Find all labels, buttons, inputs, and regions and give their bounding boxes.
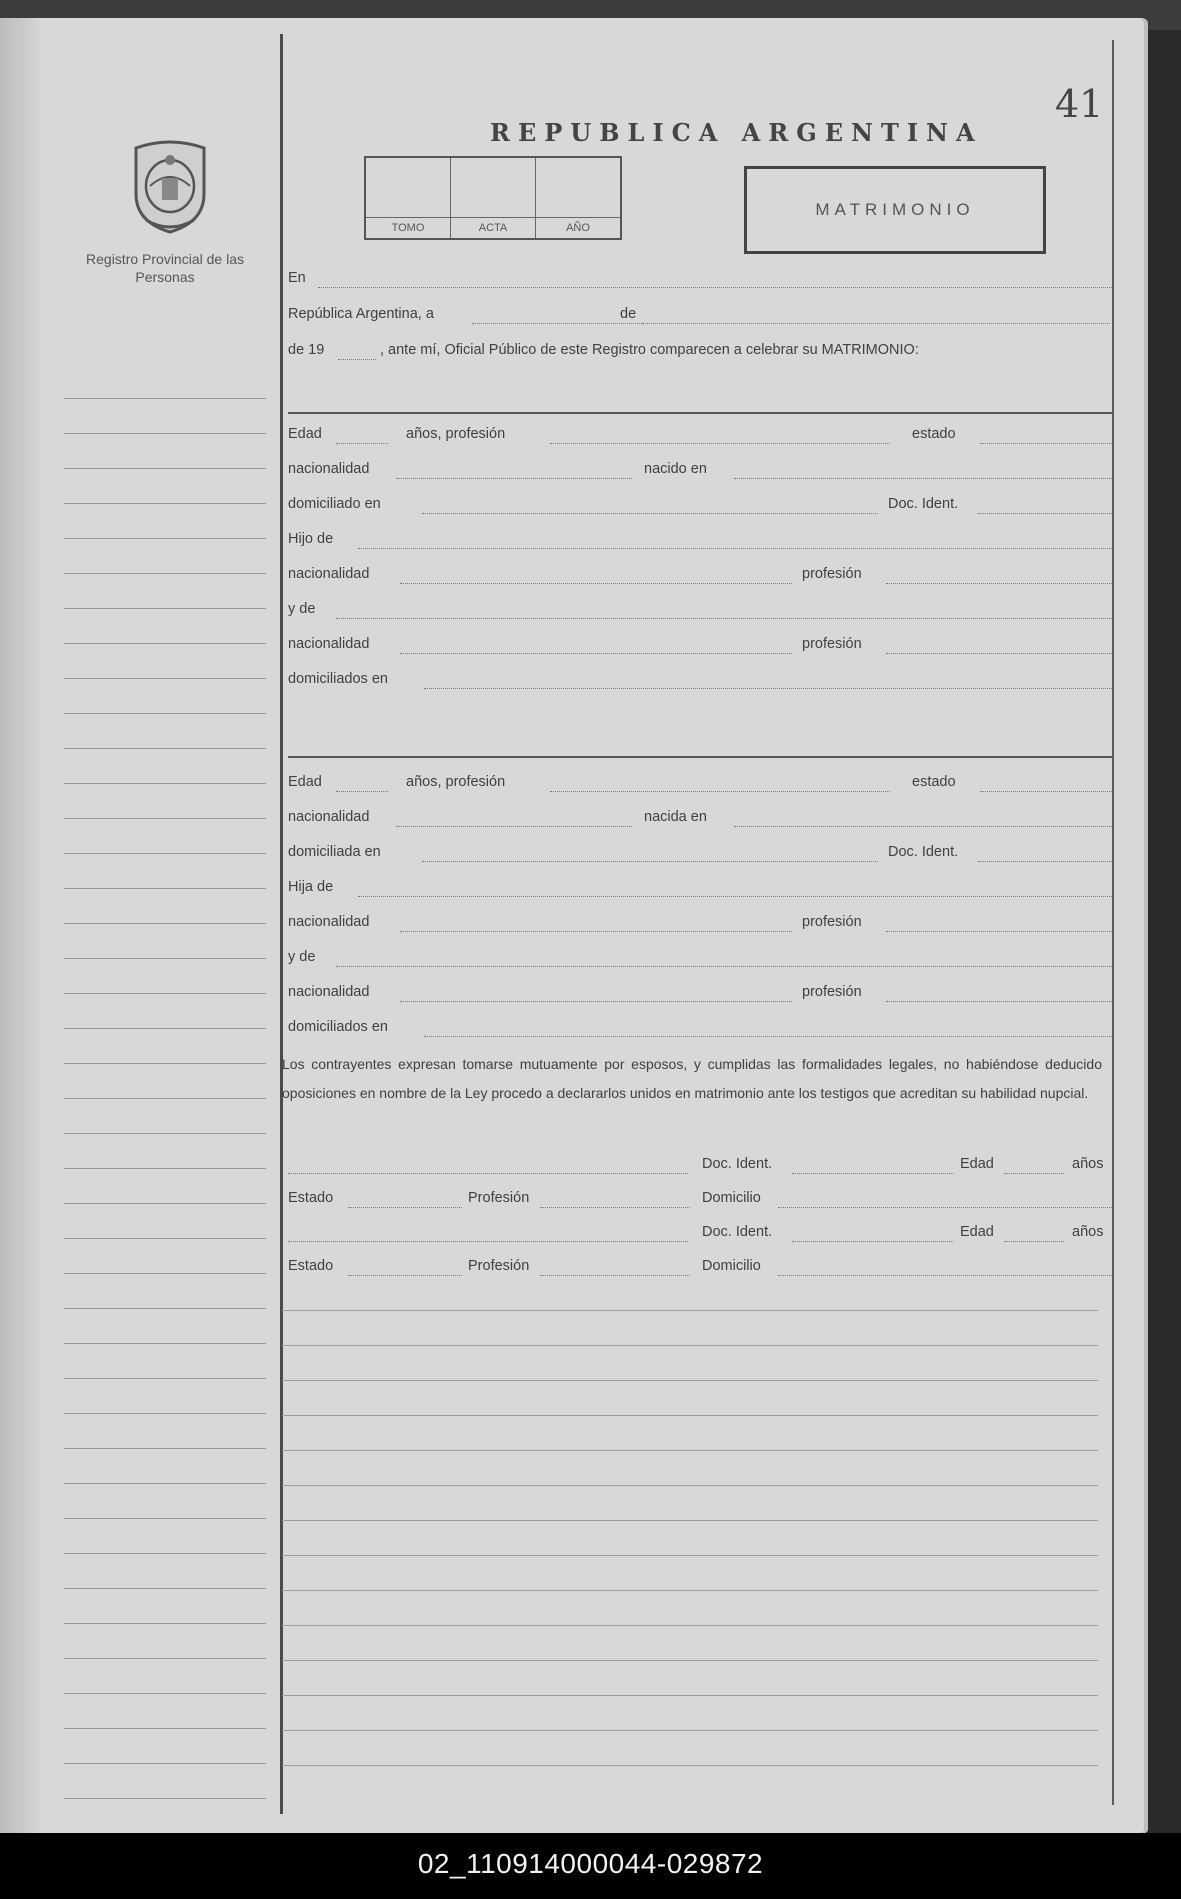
nacionalidad-label: nacionalidad	[288, 809, 370, 825]
tomo-cell[interactable]	[366, 158, 451, 238]
profesion-label: Profesión	[468, 1258, 530, 1274]
note-line[interactable]	[282, 1345, 1098, 1346]
bride-3-row	[288, 879, 1112, 901]
sidebar-line	[64, 1553, 266, 1554]
anio-cell[interactable]	[536, 158, 620, 238]
place-field[interactable]	[318, 287, 1112, 288]
anio-label: AÑO	[536, 217, 620, 238]
mother-field[interactable]	[336, 966, 1112, 967]
witness-domicile-field[interactable]	[778, 1207, 1112, 1208]
nationality-field[interactable]	[396, 826, 632, 827]
note-line[interactable]	[282, 1415, 1098, 1416]
sidebar-line	[64, 1413, 266, 1414]
note-line[interactable]	[282, 1695, 1098, 1696]
bride-7-row	[288, 1019, 1112, 1041]
domicile-label: domiciliado en	[288, 496, 381, 512]
groom-4-row	[288, 566, 1112, 588]
edad-label: Edad	[288, 774, 322, 790]
witness-0-b-row	[288, 1190, 1112, 1212]
sidebar-line	[64, 1518, 266, 1519]
sidebar-line	[64, 923, 266, 924]
bride-5-row	[288, 949, 1112, 971]
profesion-label: profesión	[802, 984, 862, 1000]
groom-3-row	[288, 531, 1112, 553]
parents-domicile-field[interactable]	[424, 688, 1112, 689]
estado-label: Estado	[288, 1190, 334, 1206]
birthplace-label: nacida en	[644, 809, 707, 825]
sidebar-line	[64, 1378, 266, 1379]
sidebar-line	[64, 958, 266, 959]
sidebar-line	[64, 1168, 266, 1169]
profession-field[interactable]	[550, 443, 890, 444]
y-de-label: y de	[288, 949, 316, 965]
edad-label: Edad	[960, 1156, 994, 1172]
sidebar-line	[64, 1028, 266, 1029]
sidebar-line	[64, 1343, 266, 1344]
acta-label: ACTA	[451, 217, 535, 238]
document-title: REPUBLICA ARGENTINA	[490, 118, 983, 147]
act-type-box: MATRIMONIO	[744, 166, 1046, 254]
profession-field[interactable]	[550, 791, 890, 792]
note-line[interactable]	[282, 1485, 1098, 1486]
anios-label: años	[1072, 1156, 1104, 1172]
note-line[interactable]	[282, 1450, 1098, 1451]
republica-label: República Argentina, a	[288, 306, 434, 322]
sidebar-line	[64, 1588, 266, 1589]
father-profession-field[interactable]	[886, 931, 1112, 932]
profesion-label: profesión	[802, 914, 862, 930]
note-line[interactable]	[282, 1765, 1098, 1766]
doc-ident-label: Doc. Ident.	[702, 1224, 773, 1240]
sidebar-line	[64, 1098, 266, 1099]
page-number: 41	[1055, 82, 1104, 126]
declaration-paragraph: Los contrayentes expresan tomarse mutuamente por esposos, y cumplidas las formalidades legales, no habiéndose deducido oposiciones en nombre de la Ley procedo a declararlos unidos en matrimonio ante los testigos que acreditan su habilidad nupcial.	[282, 1056, 1102, 1101]
note-line[interactable]	[282, 1660, 1098, 1661]
sidebar-line	[64, 1203, 266, 1204]
sidebar-line	[64, 1133, 266, 1134]
sidebar-line	[64, 678, 266, 679]
doc-ident-label: Doc. Ident.	[702, 1156, 773, 1172]
domicile-field[interactable]	[422, 513, 878, 514]
sidebar-line	[64, 713, 266, 714]
marital-status-field[interactable]	[980, 791, 1112, 792]
anios-profesion-label: años, profesión	[406, 426, 506, 442]
groom-1-row	[288, 461, 1112, 483]
sidebar-line	[64, 1063, 266, 1064]
intro-line-3	[288, 342, 1112, 364]
sidebar-divider	[280, 34, 283, 1814]
sidebar-line	[64, 783, 266, 784]
mother-nationality-field[interactable]	[400, 1001, 792, 1002]
sidebar-line	[64, 433, 266, 434]
bride-2-row	[288, 844, 1112, 866]
en-label: En	[288, 270, 306, 286]
year-field[interactable]	[338, 359, 376, 360]
doc-ident-label: Doc. Ident.	[888, 496, 959, 512]
y-de-label: y de	[288, 601, 316, 617]
parent-label: Hijo de	[288, 531, 334, 547]
sidebar-line	[64, 1483, 266, 1484]
witness-status-field[interactable]	[348, 1275, 462, 1276]
anios-profesion-label: años, profesión	[406, 774, 506, 790]
witness-doc-field[interactable]	[792, 1173, 954, 1174]
bride-0-row	[288, 774, 1112, 796]
groom-0-row	[288, 426, 1112, 448]
nacionalidad-label: nacionalidad	[288, 566, 370, 582]
sidebar-line	[64, 1763, 266, 1764]
marital-status-field[interactable]	[980, 443, 1112, 444]
mother-field[interactable]	[336, 618, 1112, 619]
note-line[interactable]	[282, 1590, 1098, 1591]
intro-line-2	[288, 306, 1112, 328]
father-nationality-field[interactable]	[400, 931, 792, 932]
domicile-field[interactable]	[422, 861, 878, 862]
section-separator	[288, 756, 1112, 758]
doc-ident-label: Doc. Ident.	[888, 844, 959, 860]
sidebar-line	[64, 398, 266, 399]
nacionalidad-label: nacionalidad	[288, 914, 370, 930]
mother-nationality-field[interactable]	[400, 653, 792, 654]
estado-label: estado	[912, 426, 956, 442]
note-line[interactable]	[282, 1310, 1098, 1311]
year-prefix-label: de 19	[288, 342, 325, 358]
mother-profession-field[interactable]	[886, 1001, 1112, 1002]
sidebar-line	[64, 503, 266, 504]
sidebar-line	[64, 1693, 266, 1694]
doc-ident-field[interactable]	[978, 861, 1112, 862]
witness-profession-field[interactable]	[540, 1207, 690, 1208]
bride-6-row	[288, 984, 1112, 1006]
bride-4-row	[288, 914, 1112, 936]
sidebar-line	[64, 1623, 266, 1624]
age-field[interactable]	[336, 443, 388, 444]
age-field[interactable]	[336, 791, 388, 792]
groom-2-row	[288, 496, 1112, 518]
sidebar-line	[64, 993, 266, 994]
groom-6-row	[288, 636, 1112, 658]
sidebar-line	[64, 1308, 266, 1309]
parent-label: Hija de	[288, 879, 334, 895]
page-spine	[0, 18, 40, 1833]
birthplace-label: nacido en	[644, 461, 707, 477]
sidebar-line	[64, 643, 266, 644]
note-line[interactable]	[282, 1625, 1098, 1626]
edad-label: Edad	[288, 426, 322, 442]
sidebar-line	[64, 818, 266, 819]
sidebar-line	[64, 1448, 266, 1449]
domiciliados-label: domiciliados en	[288, 1019, 388, 1035]
estado-label: estado	[912, 774, 956, 790]
right-margin-rule	[1112, 40, 1114, 1805]
note-line[interactable]	[282, 1520, 1098, 1521]
father-nationality-field[interactable]	[400, 583, 792, 584]
birthplace-field[interactable]	[734, 478, 1112, 479]
sidebar-line	[64, 888, 266, 889]
note-line[interactable]	[282, 1730, 1098, 1731]
tomo-label: TOMO	[366, 217, 450, 238]
sidebar-line	[64, 468, 266, 469]
witness-domicile-field[interactable]	[778, 1275, 1112, 1276]
sidebar-line	[64, 1798, 266, 1799]
domiciliados-label: domiciliados en	[288, 671, 388, 687]
sidebar-line	[64, 573, 266, 574]
sidebar-line	[64, 1728, 266, 1729]
doc-ident-field[interactable]	[978, 513, 1112, 514]
witness-status-field[interactable]	[348, 1207, 462, 1208]
domicilio-label: Domicilio	[702, 1258, 761, 1274]
issuer-name: Registro Provincial de las Personas	[86, 251, 244, 285]
sidebar-line	[64, 1658, 266, 1659]
father-field[interactable]	[358, 896, 1112, 897]
section-separator	[288, 412, 1112, 414]
witness-age-field[interactable]	[1004, 1173, 1064, 1174]
father-profession-field[interactable]	[886, 583, 1112, 584]
profesion-label: profesión	[802, 636, 862, 652]
provincial-seal-icon	[128, 138, 212, 234]
birthplace-field[interactable]	[734, 826, 1112, 827]
profesion-label: Profesión	[468, 1190, 530, 1206]
mother-profession-field[interactable]	[886, 653, 1112, 654]
month-field[interactable]	[642, 323, 1110, 324]
intro-line-1	[288, 270, 1112, 292]
sidebar-line	[64, 608, 266, 609]
nacionalidad-label: nacionalidad	[288, 636, 370, 652]
sidebar-line	[64, 1273, 266, 1274]
witness-profession-field[interactable]	[540, 1275, 690, 1276]
witness-age-field[interactable]	[1004, 1241, 1064, 1242]
de-label: de	[614, 306, 642, 322]
bride-1-row	[288, 809, 1112, 831]
witness-name-field[interactable]	[288, 1241, 688, 1242]
document-code: 02_110914000044-029872	[417, 1848, 764, 1879]
nationality-field[interactable]	[396, 478, 632, 479]
acta-cell[interactable]	[451, 158, 536, 238]
nacionalidad-label: nacionalidad	[288, 461, 370, 477]
edad-label: Edad	[960, 1224, 994, 1240]
comparecen-label: , ante mí, Oficial Público de este Registro comparecen a celebrar su MATRIMONIO:	[380, 342, 919, 358]
groom-5-row	[288, 601, 1112, 623]
groom-7-row	[288, 671, 1112, 693]
note-line[interactable]	[282, 1555, 1098, 1556]
father-field[interactable]	[358, 548, 1112, 549]
witness-0-a-row	[288, 1156, 1112, 1178]
profesion-label: profesión	[802, 566, 862, 582]
domicile-label: domiciliada en	[288, 844, 381, 860]
witness-1-b-row	[288, 1258, 1112, 1280]
domicilio-label: Domicilio	[702, 1190, 761, 1206]
witness-1-a-row	[288, 1224, 1112, 1246]
witness-doc-field[interactable]	[792, 1241, 954, 1242]
parents-domicile-field[interactable]	[424, 1036, 1112, 1037]
anios-label: años	[1072, 1224, 1104, 1240]
estado-label: Estado	[288, 1258, 334, 1274]
nacionalidad-label: nacionalidad	[288, 984, 370, 1000]
sidebar-line	[64, 748, 266, 749]
sidebar-line	[64, 538, 266, 539]
witness-name-field[interactable]	[288, 1173, 688, 1174]
note-line[interactable]	[282, 1380, 1098, 1381]
sidebar-line	[64, 1238, 266, 1239]
registry-box	[364, 156, 622, 240]
sidebar-line	[64, 853, 266, 854]
